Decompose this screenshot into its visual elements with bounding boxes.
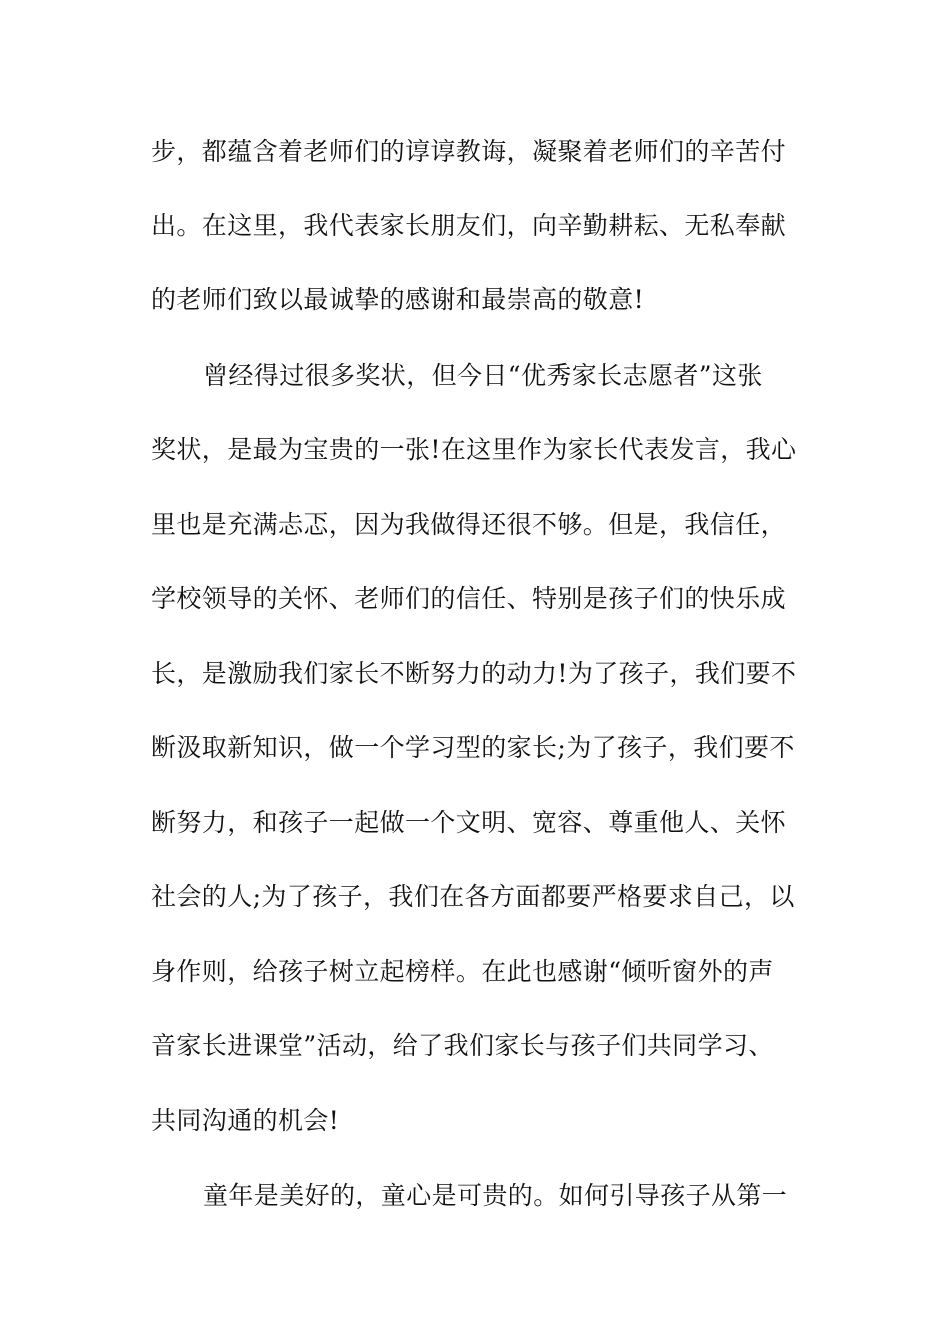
- text-line: 共同沟通的机会!: [151, 1106, 340, 1135]
- text-line: 出。在这里，我代表家长朋友们，向辛勤耕耘、无私奉献: [151, 211, 787, 240]
- text-line: 社会的人;为了孩子，我们在各方面都要严格要求自己，以: [151, 882, 795, 911]
- text-line: 学校领导的关怀、老师们的信任、特别是孩子们的快乐成: [151, 584, 787, 613]
- text-line: 长，是激励我们家长不断努力的动力!为了孩子，我们要不: [151, 659, 797, 688]
- paragraph-first-line: 童年是美好的，童心是可贵的。如何引导孩子从第一: [203, 1181, 788, 1210]
- text-line: 奖状，是最为宝贵的一张!在这里作为家长代表发言，我心: [151, 435, 797, 464]
- text-line: 的老师们致以最诚挚的感谢和最崇高的敬意!: [151, 285, 645, 314]
- text-line: 音家长进课堂”活动，给了我们家长与孩子们共同学习、: [151, 1031, 774, 1060]
- text-line: 身作则，给孩子树立起榜样。在此也感谢“倾听窗外的声: [151, 957, 774, 986]
- text-line: 断汲取新知识，做一个学习型的家长;为了孩子，我们要不: [151, 733, 795, 762]
- paragraph-first-line: 曾经得过很多奖状，但今日“优秀家长志愿者”这张: [203, 361, 763, 390]
- text-line: 断努力，和孩子一起做一个文明、宽容、尊重他人、关怀: [151, 808, 787, 837]
- text-line: 步，都蕴含着老师们的谆谆教诲，凝聚着老师们的辛苦付: [151, 137, 787, 166]
- text-line: 里也是充满忐忑，因为我做得还很不够。但是，我信任，: [151, 510, 787, 539]
